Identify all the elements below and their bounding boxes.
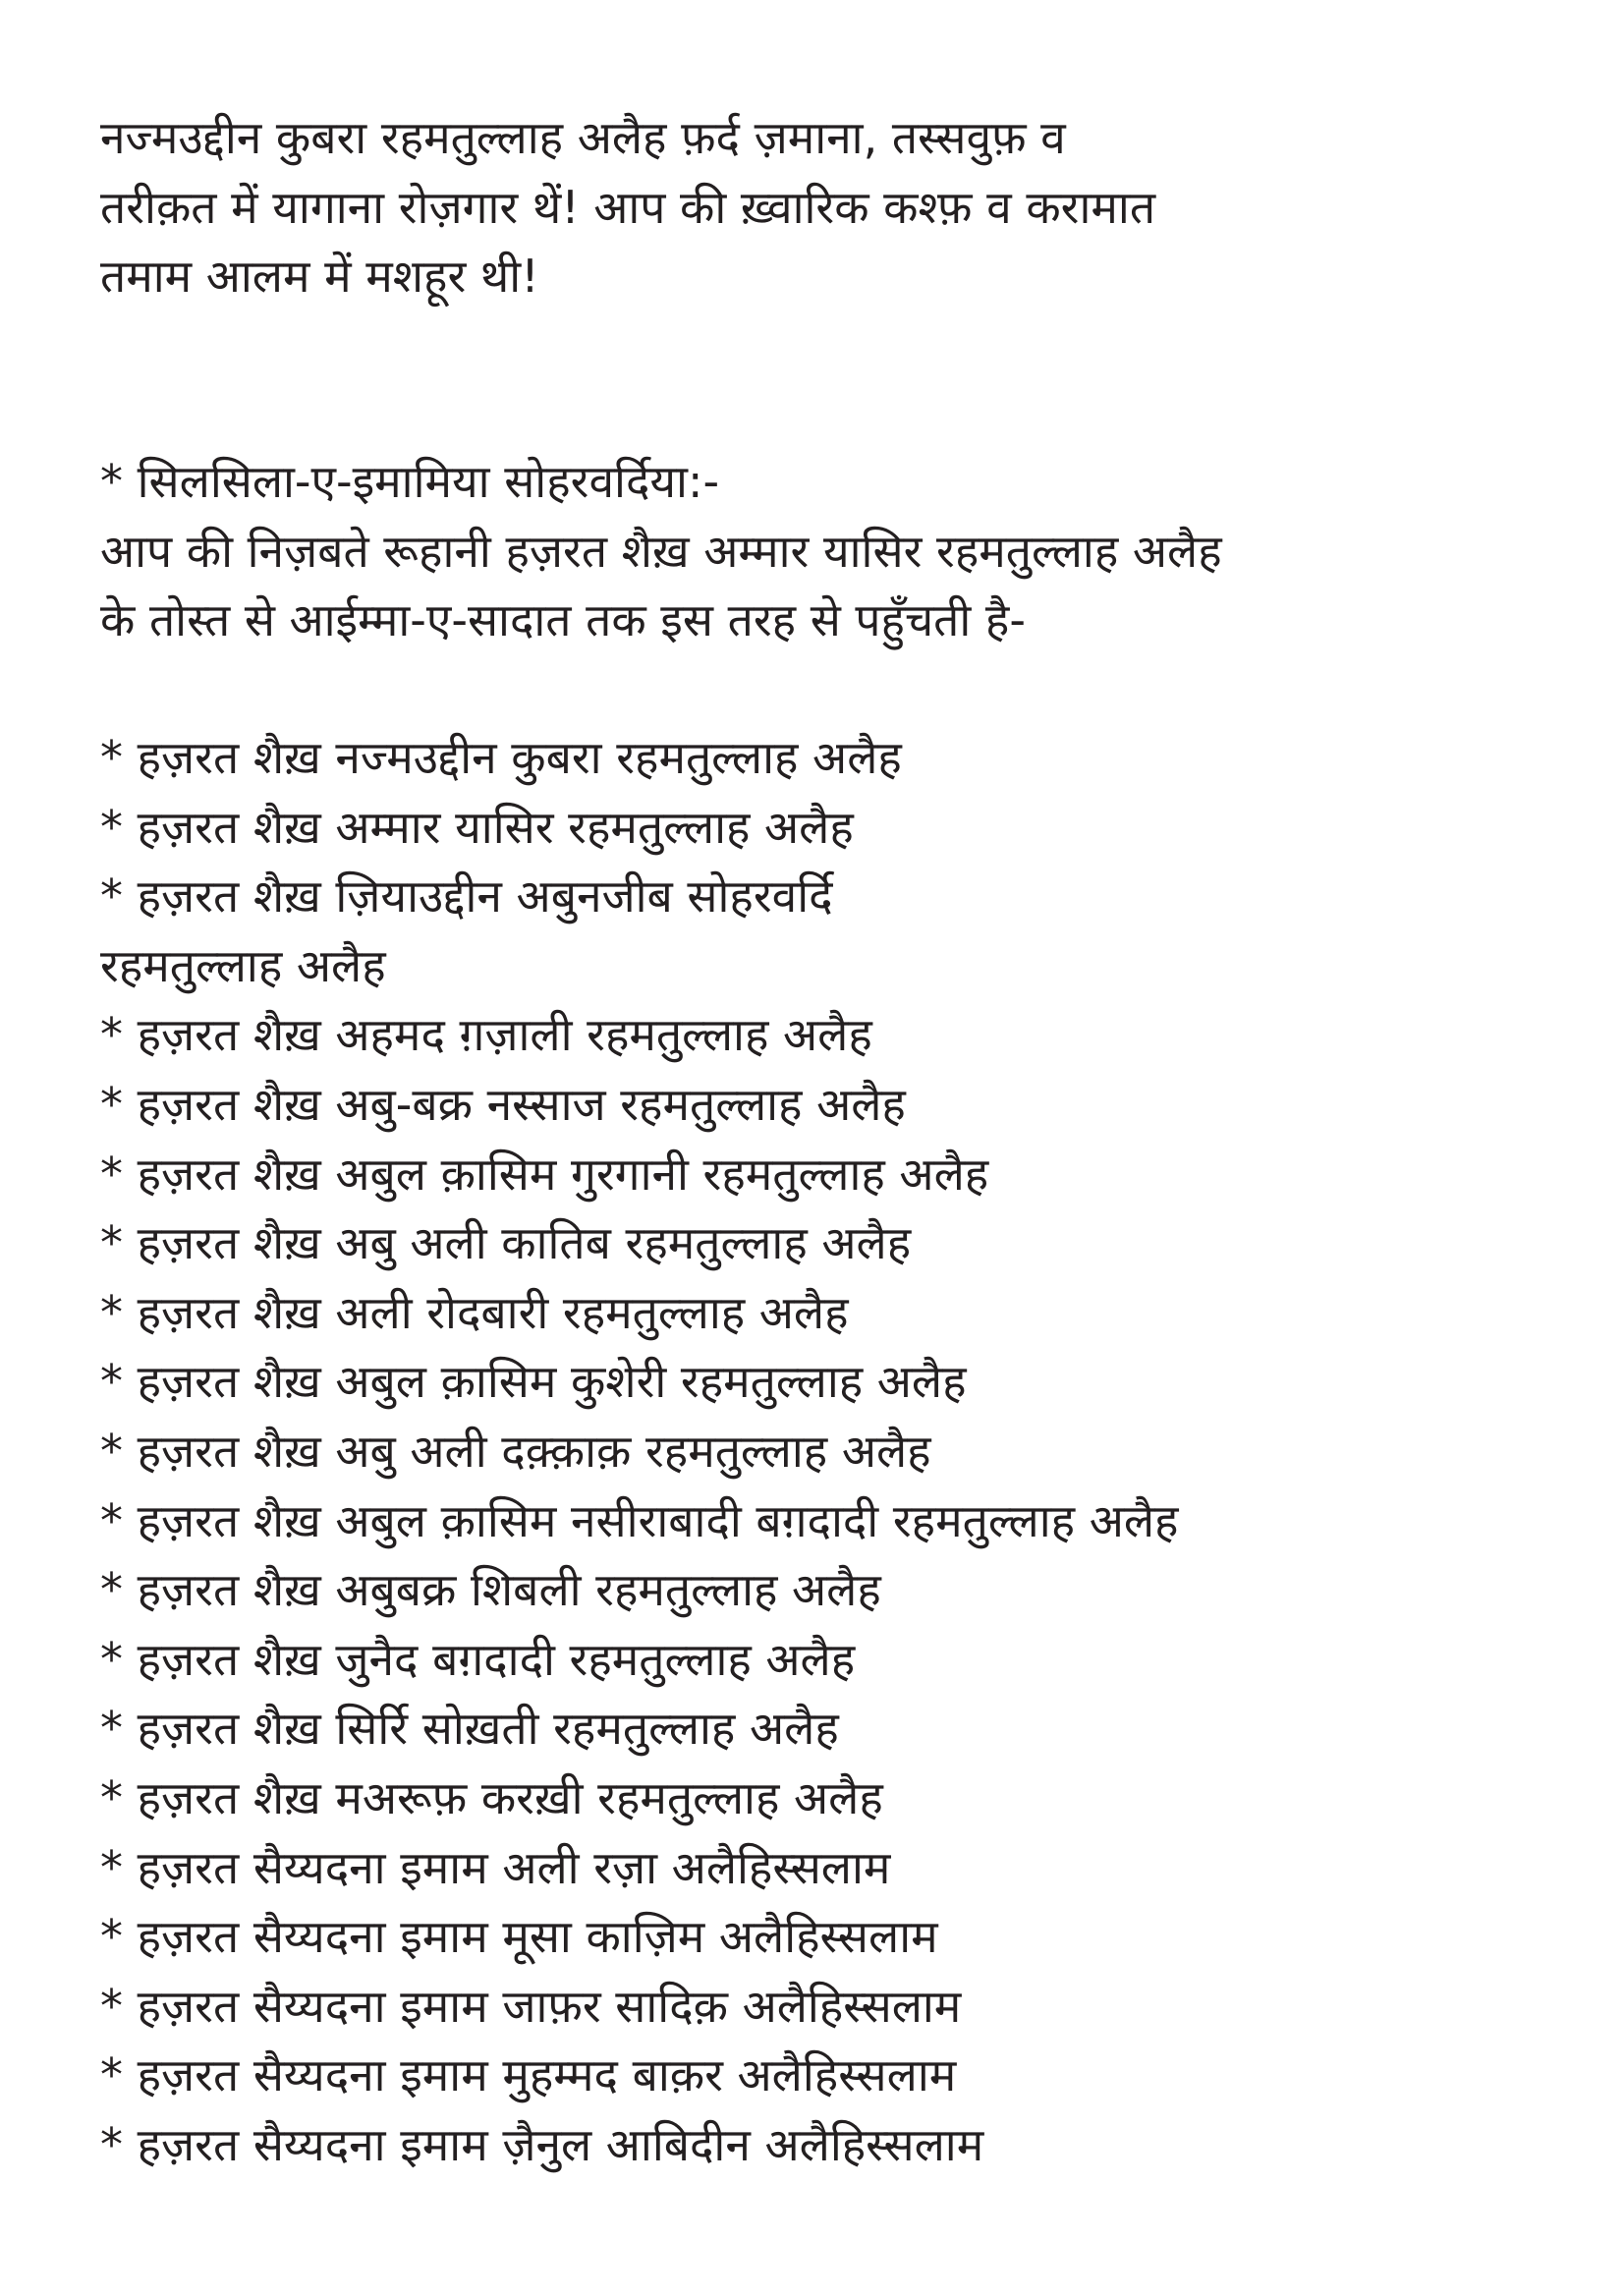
intro-line: नज्मउद्दीन कुबरा रहमतुल्लाह अलैह फ़र्द ज़माना, तस्सवुफ़ व <box>100 111 1066 164</box>
intro-line: तरीक़त में यागाना रोज़गार थें! आप की ख़्वारिक कश्फ़ व करामात <box>100 180 1156 234</box>
lineage-item: * हज़रत सैय्यदना इमाम अली रज़ा अलैहिस्सलाम <box>100 1840 891 1894</box>
section-heading: * सिलसिला-ए-इमामिया सोहरवर्दिया:- <box>100 455 720 508</box>
lineage-item: * हज़रत शैख़ जुनैद बग़दादी रहमतुल्लाह अलैह <box>100 1632 856 1686</box>
lineage-item: रहमतुल्लाह अलैह <box>100 938 386 992</box>
lineage-item: * हज़रत सैय्यदना इमाम जाफ़र सादिक़ अलैहिस्सलाम <box>100 1979 962 2033</box>
lineage-item: * हज़रत शैख़ ज़ियाउद्दीन अबुनजीब सोहरवर्दि <box>100 869 833 924</box>
lineage-list <box>100 723 1565 2179</box>
intro-line: तमाम आलम में मशहूर थी! <box>100 250 539 304</box>
lineage-item: * हज़रत सैय्यदना इमाम मुहम्मद बाक़र अलैहिस्सलाम <box>100 2048 957 2102</box>
lineage-item: * हज़रत शैख़ नज्मउद्दीन कुबरा रहमतुल्लाह अलैह <box>100 731 902 784</box>
lineage-item: * हज़रत शैख़ सिर्रि सोख़ती रहमतुल्लाह अलैह <box>100 1702 839 1756</box>
lineage-item: * हज़रत शैख़ मअरूफ़ करख़ी रहमतुल्लाह अलैह <box>100 1770 883 1824</box>
lineage-item: * हज़रत शैख़ अबु अली दक़्क़ाक़ रहमतुल्लाह अलैह <box>100 1424 931 1478</box>
lineage-item: * हज़रत सैय्यदना इमाम मूसा काज़िम अलैहिस्सलाम <box>100 1910 938 1964</box>
lineage-item: * हज़रत शैख़ अहमद ग़ज़ाली रहमतुल्लाह अलैह <box>100 1008 872 1062</box>
lineage-item: * हज़रत शैख़ अबुल क़ासिम कुशेरी रहमतुल्लाह अलैह <box>100 1355 967 1409</box>
lineage-item: * हज़रत शैख़ अबुबक्र शिबली रहमतुल्लाह अलैह <box>100 1563 881 1617</box>
lineage-item: * हज़रत शैख़ अबुल क़ासिम नसीराबादी बग़दादी रहमतुल्लाह अलैह <box>100 1493 1179 1547</box>
lineage-item: * हज़रत सैय्यदना इमाम ज़ैनुल आबिदीन अलैहिस्सलाम <box>100 2117 984 2171</box>
section-line: आप की निज़बते रूहानी हज़रत शैख़ अम्मार यासिर रहमतुल्लाह अलैह <box>100 524 1222 578</box>
section-paragraph <box>100 447 1565 655</box>
intro-paragraph <box>100 103 1565 311</box>
lineage-item: * हज़रत शैख़ अम्मार यासिर रहमतुल्लाह अलैह <box>100 800 854 854</box>
lineage-item: * हज़रत शैख़ अबुल क़ासिम गुरगानी रहमतुल्लाह अलैह <box>100 1147 989 1201</box>
section-line: के तोस्त से आईम्मा-ए-सादात तक इस तरह से पहुँचती है- <box>100 593 1026 647</box>
lineage-item: * हज़रत शैख़ अबु अली कातिब रहमतुल्लाह अलैह <box>100 1216 912 1270</box>
lineage-item: * हज़रत शैख़ अली रोदबारी रहमतुल्लाह अलैह <box>100 1285 849 1339</box>
lineage-item: * हज़रत शैख़ अबु-बक्र नस्साज रहमतुल्लाह अलैह <box>100 1077 906 1131</box>
